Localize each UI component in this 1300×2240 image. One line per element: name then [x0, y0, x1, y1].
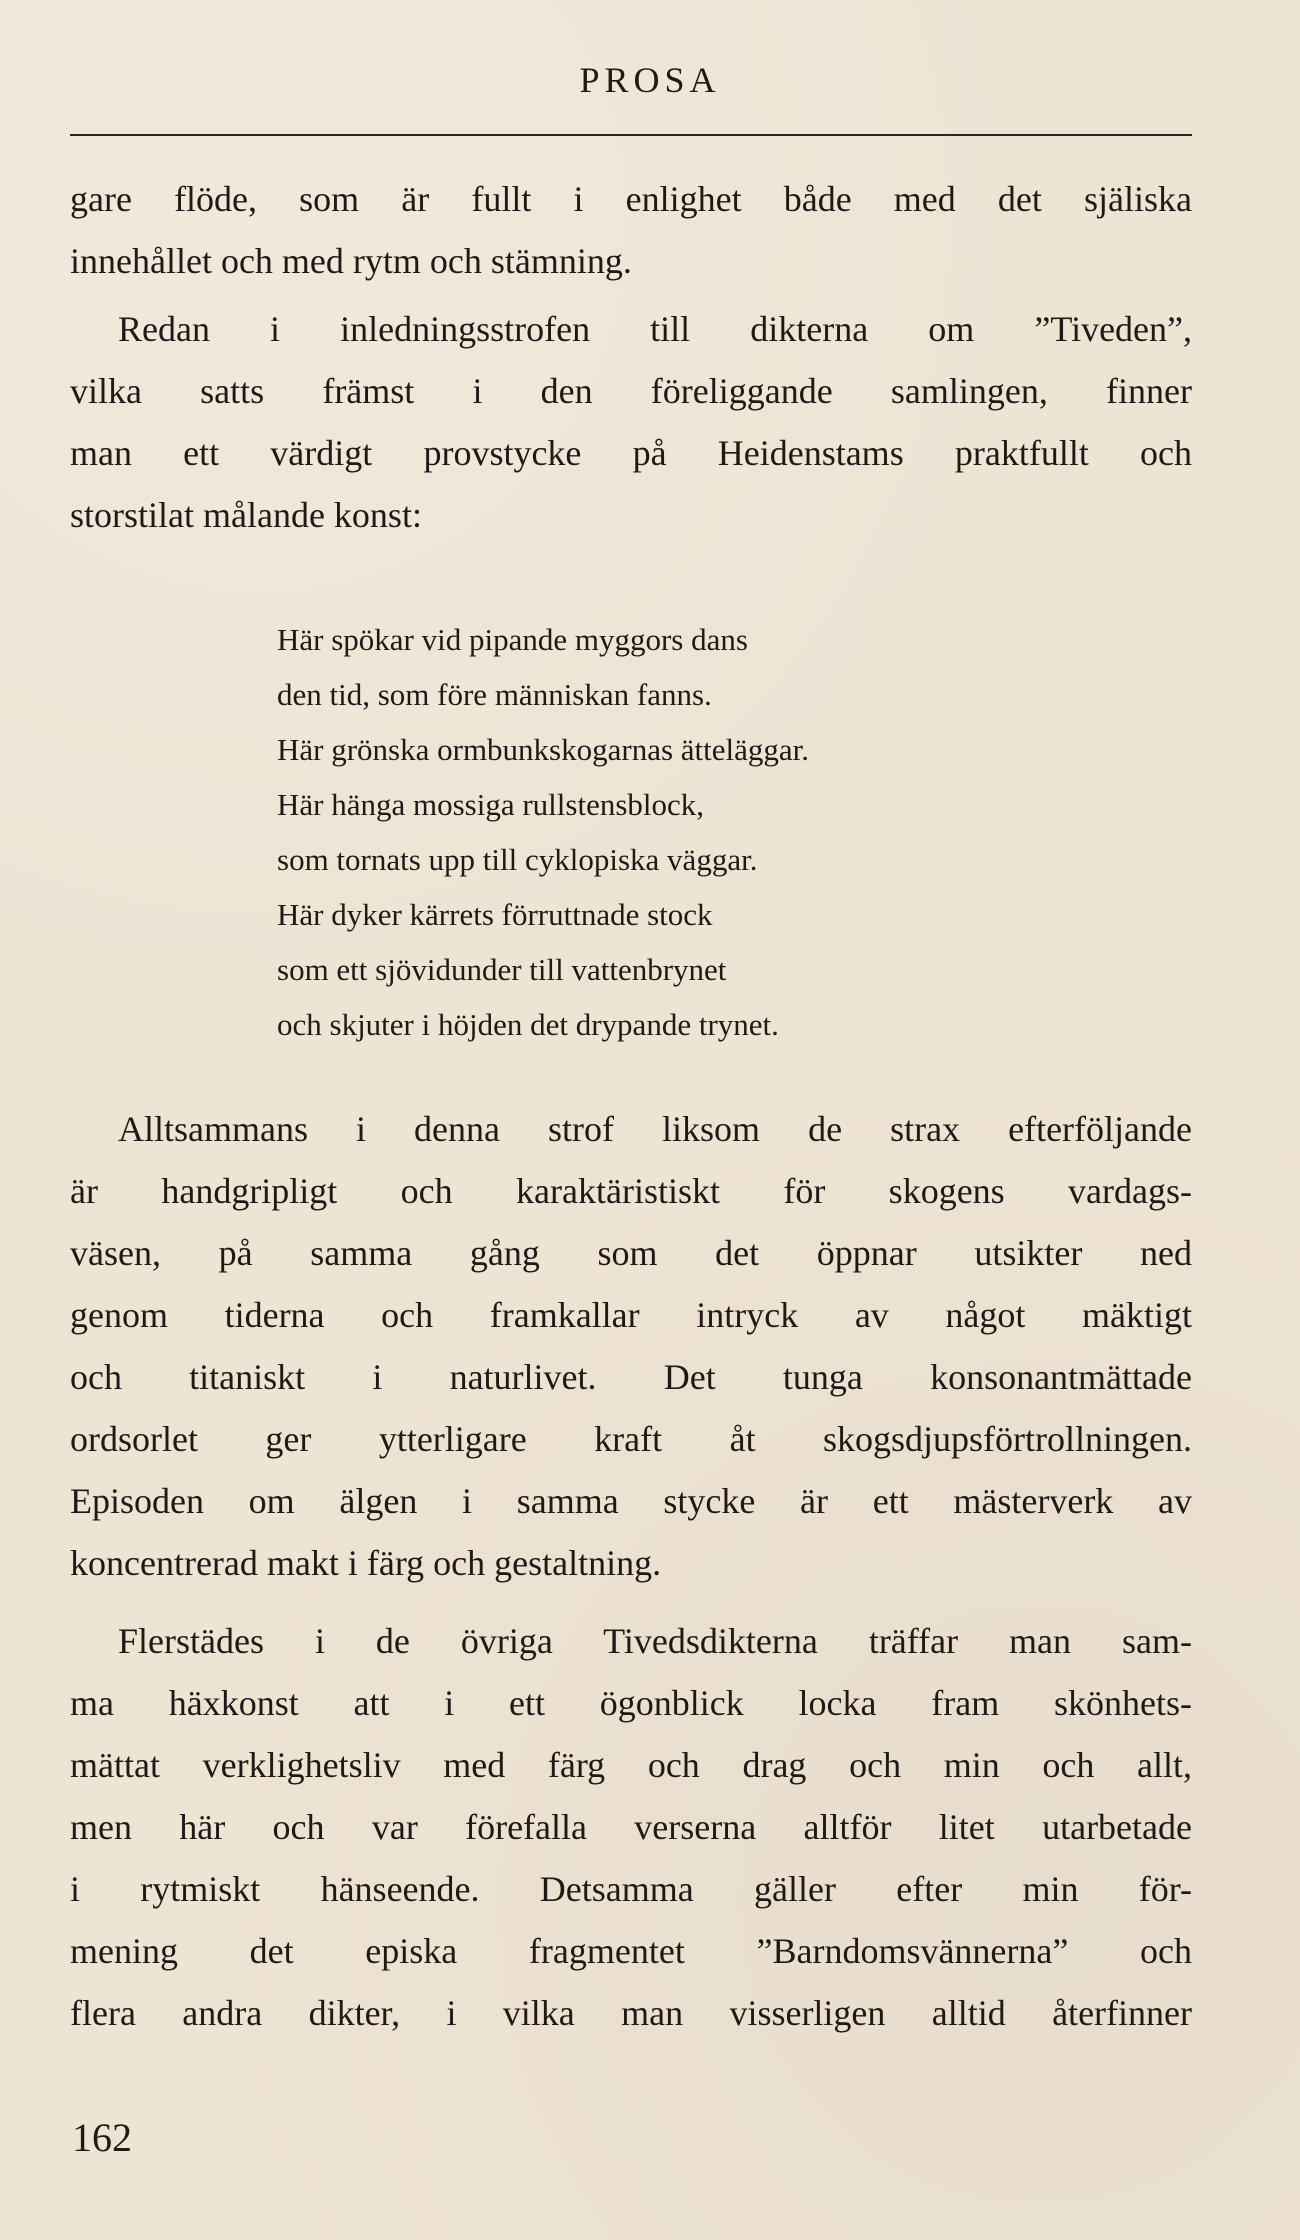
paragraph-3-line-8: koncentrerad makt i färg och gestaltning.	[70, 1543, 662, 1583]
paragraph-4-line-7: flera andra dikter, i vilka man visserligen alltid återfinner	[70, 1993, 1192, 2033]
paragraph-3-line-1: Alltsammans i denna strof liksom de strax efterföljande	[118, 1109, 1192, 1149]
paragraph-1-line-2: innehållet och med rytm och stämning.	[70, 241, 632, 281]
poem-line-8: och skjuter i höjden det drypande trynet.	[277, 1007, 779, 1042]
paragraph-3-line-4: genom tiderna och framkallar intryck av något mäktigt	[70, 1295, 1192, 1335]
poem-line-6: Här dyker kärrets förruttnade stock	[277, 897, 713, 932]
paragraph-2-line-1: Redan i inledningsstrofen till dikterna om ”Tiveden”,	[118, 309, 1192, 349]
paragraph-1-line-1: gare flöde, som är fullt i enlighet både med det själiska	[70, 179, 1192, 219]
poem-block	[277, 612, 1037, 1052]
paragraph-4-line-1: Flerstädes i de övriga Tivedsdikterna träffar man sam-	[118, 1621, 1192, 1661]
paragraph-4-line-2: ma häxkonst att i ett ögonblick locka fram skönhets-	[70, 1683, 1192, 1723]
poem-line-5: som tornats upp till cyklopiska väggar.	[277, 842, 758, 877]
poem-line-7: som ett sjövidunder till vattenbrynet	[277, 952, 727, 987]
poem-line-4: Här hänga mossiga rullstensblock,	[277, 787, 705, 822]
poem-line-1: Här spökar vid pipande myggors dans	[277, 622, 748, 657]
running-head: PROSA	[579, 60, 721, 100]
paragraph-4-line-6: mening det episka fragmentet ”Barndomsvännerna” och	[70, 1931, 1192, 1971]
paragraph-3-line-3: väsen, på samma gång som det öppnar utsikter ned	[70, 1233, 1192, 1273]
paragraph-2	[70, 298, 1192, 546]
paragraph-3-line-2: är handgripligt och karaktäristiskt för skogens vardags-	[70, 1171, 1192, 1211]
paragraph-4	[70, 1610, 1192, 2044]
paragraph-2-line-3: man ett värdigt provstycke på Heidenstams praktfullt och	[70, 433, 1192, 473]
paragraph-4-line-4: men här och var förefalla verserna alltför litet utarbetade	[70, 1807, 1192, 1847]
paragraph-3-line-5: och titaniskt i naturlivet. Det tunga konsonantmättade	[70, 1357, 1192, 1397]
poem-line-3: Här grönska ormbunkskogarnas ätteläggar.	[277, 732, 810, 767]
poem-line-2: den tid, som före människan fanns.	[277, 677, 712, 712]
paragraph-3-line-6: ordsorlet ger ytterligare kraft åt skogsdjupsförtrollningen.	[70, 1419, 1192, 1459]
paragraph-2-line-4: storstilat målande konst:	[70, 495, 422, 535]
paragraph-3-line-7: Episoden om älgen i samma stycke är ett mästerverk av	[70, 1481, 1192, 1521]
paragraph-2-line-2: vilka satts främst i den föreliggande samlingen, finner	[70, 371, 1192, 411]
header-rule	[70, 134, 1192, 136]
paragraph-1	[70, 168, 1192, 292]
page-number: 162	[72, 2115, 132, 2160]
paragraph-3	[70, 1098, 1192, 1594]
paragraph-4-line-3: mättat verklighetsliv med färg och drag och min och allt,	[70, 1745, 1192, 1785]
paragraph-4-line-5: i rytmiskt hänseende. Detsamma gäller efter min för-	[70, 1869, 1192, 1909]
